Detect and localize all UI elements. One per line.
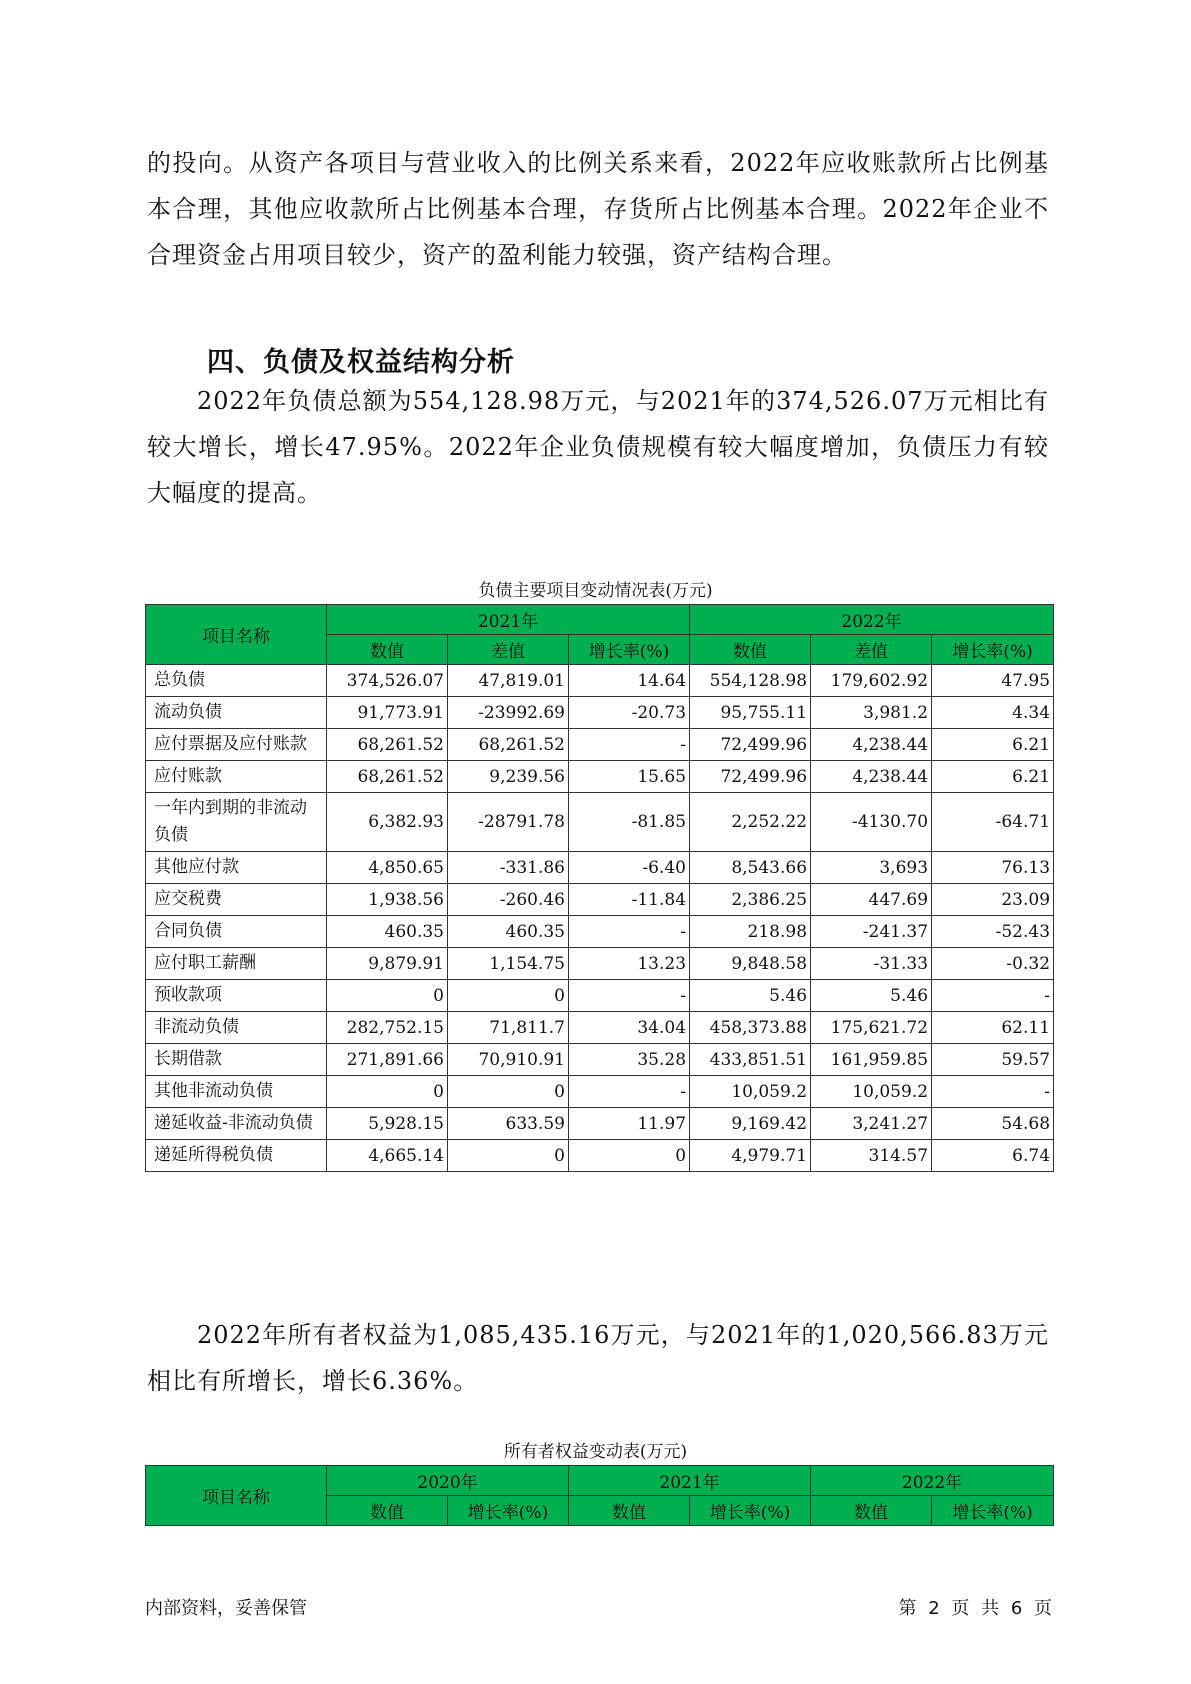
cell-diff-2021: 0 [448,1076,569,1108]
cell-diff-2022: 175,621.72 [811,1012,932,1044]
cell-rate-2022: 23.09 [932,884,1054,916]
cell-value-2021: 6,382.93 [327,793,448,852]
row-item-name: 递延所得税负债 [146,1140,327,1172]
liability-paragraph: 2022年负债总额为554,128.98万元，与2021年的374,526.07万元相比有较大增长，增长47.95%。2022年企业负债规模有较大幅度增加，负债压力有较大幅度的提高。 [147,387,1049,507]
row-item-name: 其他应付款 [146,852,327,884]
cell-value-2021: 4,665.14 [327,1140,448,1172]
cell-value-2022: 95,755.11 [690,697,811,729]
row-item-name: 递延收益-非流动负债 [146,1108,327,1140]
cell-rate-2021: 14.64 [569,665,690,697]
row-item-name: 应付账款 [146,761,327,793]
table-row [146,852,1054,884]
header-diff: 差值 [448,635,569,665]
cell-diff-2022: 447.69 [811,884,932,916]
cell-rate-2021: 34.04 [569,1012,690,1044]
cell-rate-2021: -20.73 [569,697,690,729]
cell-rate-2022: 47.95 [932,665,1054,697]
cell-rate-2021: - [569,980,690,1012]
table-row [146,1108,1054,1140]
cell-rate-2022: 4.34 [932,697,1054,729]
cell-rate-2021: - [569,916,690,948]
cell-value-2022: 554,128.98 [690,665,811,697]
row-item-name: 其他非流动负债 [146,1076,327,1108]
table-row [146,697,1054,729]
cell-diff-2021: 9,239.56 [448,761,569,793]
cell-diff-2022: 3,693 [811,852,932,884]
cell-diff-2021: 460.35 [448,916,569,948]
cell-diff-2021: -260.46 [448,884,569,916]
cell-rate-2022: -52.43 [932,916,1054,948]
cell-value-2021: 271,891.66 [327,1044,448,1076]
liability-table [145,604,1054,1172]
cell-rate-2022: 54.68 [932,1108,1054,1140]
cell-rate-2022: 6.21 [932,761,1054,793]
cell-value-2021: 460.35 [327,916,448,948]
cell-value-2021: 374,526.07 [327,665,448,697]
equity-paragraph: 2022年所有者权益为1,085,435.16万元，与2021年的1,020,566.83万元相比有所增长，增长6.36%。 [147,1321,1049,1395]
cell-value-2022: 433,851.51 [690,1044,811,1076]
table-row [146,916,1054,948]
cell-value-2021: 1,938.56 [327,884,448,916]
header-rate: 增长率(%) [569,635,690,665]
cell-diff-2022: 161,959.85 [811,1044,932,1076]
cell-diff-2022: 3,241.27 [811,1108,932,1140]
table-row [146,980,1054,1012]
header-value: 数值 [327,635,448,665]
cell-value-2022: 218.98 [690,916,811,948]
cell-diff-2021: 71,811.7 [448,1012,569,1044]
header-value: 数值 [327,1496,448,1526]
cell-diff-2021: -331.86 [448,852,569,884]
row-item-name: 非流动负债 [146,1012,327,1044]
cell-rate-2022: 59.57 [932,1044,1054,1076]
cell-value-2022: 4,979.71 [690,1140,811,1172]
cell-rate-2021: 15.65 [569,761,690,793]
cell-value-2022: 9,848.58 [690,948,811,980]
cell-diff-2021: 70,910.91 [448,1044,569,1076]
cell-diff-2022: 3,981.2 [811,697,932,729]
cell-rate-2021: 0 [569,1140,690,1172]
cell-value-2022: 5.46 [690,980,811,1012]
table-row [146,1012,1054,1044]
header-year-2022: 2022年 [690,605,1054,635]
table-row [146,761,1054,793]
cell-diff-2021: 1,154.75 [448,948,569,980]
header-rate: 增长率(%) [448,1496,569,1526]
header-rate: 增长率(%) [932,635,1054,665]
table-row [146,884,1054,916]
liability-table-caption: 负债主要项目变动情况表(万元) [478,581,713,601]
table-row [146,793,1054,852]
cell-diff-2022: 4,238.44 [811,729,932,761]
equity-table [145,1465,1054,1526]
cell-rate-2021: 35.28 [569,1044,690,1076]
header-year-2021: 2021年 [327,605,690,635]
cell-rate-2022: 6.21 [932,729,1054,761]
cell-value-2022: 458,373.88 [690,1012,811,1044]
table-row [146,1076,1054,1108]
row-item-name: 总负债 [146,665,327,697]
row-item-name: 应付职工薪酬 [146,948,327,980]
cell-value-2022: 72,499.96 [690,761,811,793]
equity-table-caption: 所有者权益变动表(万元) [503,1442,688,1462]
cell-value-2022: 9,169.42 [690,1108,811,1140]
header-item-name: 项目名称 [146,605,327,665]
header-rate: 增长率(%) [690,1496,811,1526]
cell-rate-2021: -81.85 [569,793,690,852]
cell-value-2021: 4,850.65 [327,852,448,884]
header-year-2020: 2020年 [327,1466,569,1496]
intro-paragraph: 的投向。从资产各项目与营业收入的比例关系来看，2022年应收账款所占比例基本合理，其他应收款所占比例基本合理，存货所占比例基本合理。2022年企业不合理资金占用项目较少，资产的盈利能力较强，资产结构合理。 [147,149,1049,269]
cell-rate-2022: -64.71 [932,793,1054,852]
header-year-2021: 2021年 [569,1466,811,1496]
cell-value-2021: 68,261.52 [327,729,448,761]
cell-diff-2022: 10,059.2 [811,1076,932,1108]
cell-diff-2021: 47,819.01 [448,665,569,697]
footer-confidential-note: 内部资料，妥善保管 [145,1598,307,1619]
header-item-name: 项目名称 [146,1466,327,1526]
cell-rate-2021: -6.40 [569,852,690,884]
cell-value-2022: 2,252.22 [690,793,811,852]
row-item-name: 合同负债 [146,916,327,948]
cell-diff-2021: 0 [448,980,569,1012]
table-row [146,1140,1054,1172]
cell-rate-2021: -11.84 [569,884,690,916]
cell-diff-2022: 4,238.44 [811,761,932,793]
row-item-name: 应交税费 [146,884,327,916]
liability-table-body [146,665,1054,1172]
cell-rate-2022: -0.32 [932,948,1054,980]
row-item-name: 流动负债 [146,697,327,729]
cell-diff-2021: 68,261.52 [448,729,569,761]
table-row [146,729,1054,761]
cell-value-2021: 0 [327,1076,448,1108]
cell-rate-2021: 13.23 [569,948,690,980]
cell-rate-2022: 62.11 [932,1012,1054,1044]
cell-diff-2021: 0 [448,1140,569,1172]
cell-diff-2021: 633.59 [448,1108,569,1140]
cell-diff-2021: -28791.78 [448,793,569,852]
table-row [146,948,1054,980]
cell-diff-2022: 179,602.92 [811,665,932,697]
cell-value-2021: 9,879.91 [327,948,448,980]
header-diff: 差值 [811,635,932,665]
cell-diff-2022: 314.57 [811,1140,932,1172]
cell-diff-2022: 5.46 [811,980,932,1012]
cell-value-2022: 10,059.2 [690,1076,811,1108]
cell-rate-2022: - [932,1076,1054,1108]
cell-rate-2022: 76.13 [932,852,1054,884]
header-rate: 增长率(%) [932,1496,1054,1526]
header-value: 数值 [569,1496,690,1526]
cell-diff-2022: -241.37 [811,916,932,948]
cell-rate-2021: - [569,1076,690,1108]
cell-value-2021: 91,773.91 [327,697,448,729]
cell-rate-2021: - [569,729,690,761]
cell-value-2022: 72,499.96 [690,729,811,761]
cell-value-2021: 5,928.15 [327,1108,448,1140]
cell-value-2021: 68,261.52 [327,761,448,793]
header-year-2022: 2022年 [811,1466,1054,1496]
header-value: 数值 [690,635,811,665]
cell-diff-2022: -31.33 [811,948,932,980]
section-heading: 四、负债及权益结构分析 [207,347,515,378]
footer-page-number: 第 2 页 共 6 页 [898,1598,1052,1619]
row-item-name: 一年内到期的非流动负债 [146,793,327,852]
cell-diff-2022: -4130.70 [811,793,932,852]
cell-rate-2022: - [932,980,1054,1012]
cell-value-2022: 8,543.66 [690,852,811,884]
header-value: 数值 [811,1496,932,1526]
cell-rate-2021: 11.97 [569,1108,690,1140]
cell-rate-2022: 6.74 [932,1140,1054,1172]
row-item-name: 长期借款 [146,1044,327,1076]
cell-value-2022: 2,386.25 [690,884,811,916]
table-row [146,1044,1054,1076]
cell-value-2021: 282,752.15 [327,1012,448,1044]
row-item-name: 预收款项 [146,980,327,1012]
table-row [146,665,1054,697]
cell-diff-2021: -23992.69 [448,697,569,729]
row-item-name: 应付票据及应付账款 [146,729,327,761]
cell-value-2021: 0 [327,980,448,1012]
